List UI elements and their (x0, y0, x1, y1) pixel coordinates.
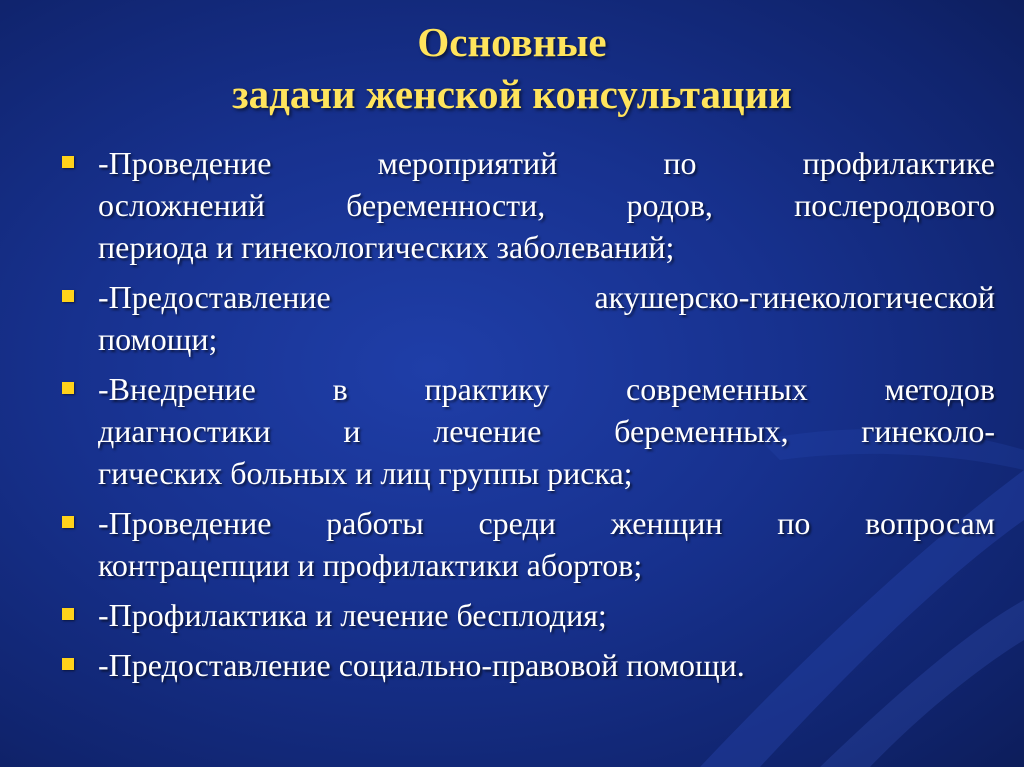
list-item-line: -Предоставление акушерско-гинекологической (98, 279, 995, 315)
square-bullet-icon (62, 658, 74, 670)
task-list (60, 142, 995, 694)
list-item-line: -Предоставление социально-правовой помощи. (98, 647, 745, 683)
list-item-line: контрацепции и профилактики абортов; (98, 547, 643, 583)
title-line-2: задачи женской консультации (232, 71, 792, 117)
list-item-line: -Профилактика и лечение бесплодия; (98, 597, 607, 633)
list-item-line: осложнений беременности, родов, послеродового (98, 187, 995, 223)
square-bullet-icon (62, 382, 74, 394)
slide-title (0, 16, 1024, 120)
square-bullet-icon (62, 156, 74, 168)
list-item (60, 142, 995, 268)
list-item (60, 368, 995, 494)
list-item-text (98, 502, 995, 586)
list-item (60, 644, 995, 686)
list-item-line: периода и гинекологических заболеваний; (98, 229, 675, 265)
list-item (60, 502, 995, 586)
list-item-line: -Проведение мероприятий по профилактике (98, 145, 995, 181)
list-item-line: -Проведение работы среди женщин по вопросам (98, 505, 995, 541)
title-line-1: Основные (417, 19, 607, 65)
list-item-line: диагностики и лечение беременных, гинеколо- (98, 413, 995, 449)
list-item (60, 594, 995, 636)
list-item-text (98, 142, 995, 268)
square-bullet-icon (62, 516, 74, 528)
list-item-line: помощи; (98, 321, 218, 357)
list-item-line: гических больных и лиц группы риска; (98, 455, 633, 491)
list-item-text (98, 368, 995, 494)
list-item-text (98, 594, 995, 636)
list-item (60, 276, 995, 360)
list-item-text (98, 644, 995, 686)
list-item-line: -Внедрение в практику современных методов (98, 371, 995, 407)
square-bullet-icon (62, 608, 74, 620)
square-bullet-icon (62, 290, 74, 302)
list-item-text (98, 276, 995, 360)
